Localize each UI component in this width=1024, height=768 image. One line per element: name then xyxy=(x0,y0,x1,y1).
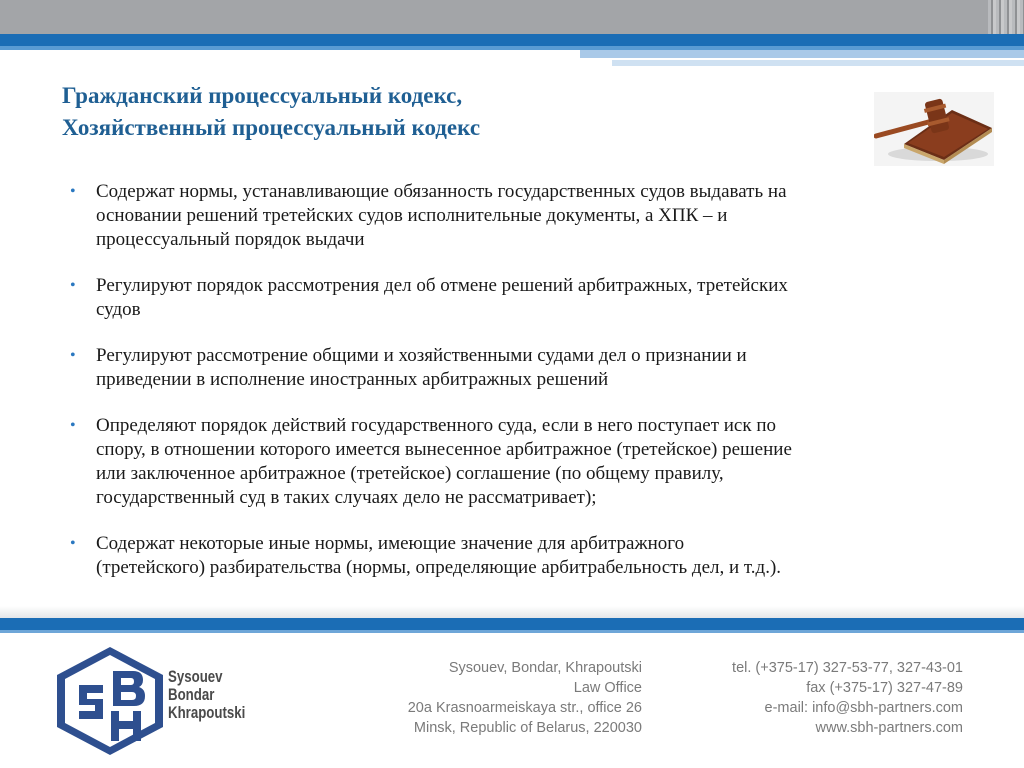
address-line: 20a Krasnoarmeiskaya str., office 26 xyxy=(407,700,642,716)
bullet-glyph: • xyxy=(70,535,76,552)
bottom-shadow-band xyxy=(0,606,1024,618)
bullet-list xyxy=(70,180,1000,602)
list-item xyxy=(70,180,1000,252)
contact-phone: tel. (+375-17) 327-53-77, 327-43-01 xyxy=(732,660,963,676)
bullet-line: приведении в исполнение иностранных арбитражных решений xyxy=(96,369,609,390)
logo-wordmark xyxy=(168,668,245,722)
top-stripes-decoration xyxy=(988,0,1024,34)
bottom-thin-band xyxy=(0,630,1024,633)
list-item xyxy=(70,532,1000,580)
bottom-blue-band xyxy=(0,618,1024,630)
address-line: Sysouev, Bondar, Khrapoutski xyxy=(448,660,642,676)
bullet-glyph: • xyxy=(70,183,76,200)
list-item xyxy=(70,274,1000,322)
top-light-band-1 xyxy=(580,50,1024,58)
bullet-line: судов xyxy=(96,299,141,320)
bullet-line: государственный суд в таких случаях дело не рассматривает); xyxy=(96,487,597,508)
logo-line-1: Sysouev xyxy=(168,667,223,686)
footer-address xyxy=(330,658,642,738)
contact-email: e-mail: info@sbh-partners.com xyxy=(764,700,963,716)
bullet-line: или заключенное арбитражное (третейское) соглашение (по общему правилу, xyxy=(96,463,724,484)
logo-line-3: Khrapoutski xyxy=(168,703,246,722)
bullet-line: Содержат нормы, устанавливающие обязанность государственных судов выдавать на xyxy=(96,181,787,202)
bullet-glyph: • xyxy=(70,417,76,434)
bullet-line: Регулируют порядок рассмотрения дел об отмене решений арбитражных, третейских xyxy=(96,275,788,296)
gavel-on-book-icon xyxy=(874,92,994,166)
address-line: Law Office xyxy=(573,680,642,696)
slide-title xyxy=(62,80,822,144)
bullet-glyph: • xyxy=(70,277,76,294)
contact-fax: fax (+375-17) 327-47-89 xyxy=(806,680,963,696)
list-item xyxy=(70,344,1000,392)
contact-website: www.sbh-partners.com xyxy=(815,720,963,736)
top-gray-band xyxy=(0,0,1024,34)
top-light-band-2 xyxy=(612,60,1024,66)
list-item xyxy=(70,414,1000,510)
bullet-line: Определяют порядок действий государственного суда, если в него поступает иск по xyxy=(96,415,777,436)
slide-title-line-2: Хозяйственный процессуальный кодекс xyxy=(62,115,481,140)
bullet-line: Содержат некоторые иные нормы, имеющие значение для арбитражного xyxy=(96,533,685,554)
slide-title-line-1: Гражданский процессуальный кодекс, xyxy=(62,83,463,108)
footer-contacts xyxy=(650,658,963,738)
bullet-line: (третейского) разбирательства (нормы, определяющие арбитрабельность дел, и т.д.). xyxy=(96,557,782,578)
bullet-line: Регулируют рассмотрение общими и хозяйственными судами дел о признании и xyxy=(96,345,747,366)
logo-line-2: Bondar xyxy=(168,685,215,704)
bullet-line: спору, в отношении которого имеется вынесенное арбитражное (третейское) решение xyxy=(96,439,792,460)
address-line: Minsk, Republic of Belarus, 220030 xyxy=(413,720,642,736)
bullet-line: основании решений третейских судов исполнительные документы, а ХПК – и xyxy=(96,205,728,226)
bullet-line: процессуальный порядок выдачи xyxy=(96,229,365,250)
sbh-logo-icon xyxy=(55,645,165,757)
top-blue-band xyxy=(0,34,1024,46)
bullet-glyph: • xyxy=(70,347,76,364)
